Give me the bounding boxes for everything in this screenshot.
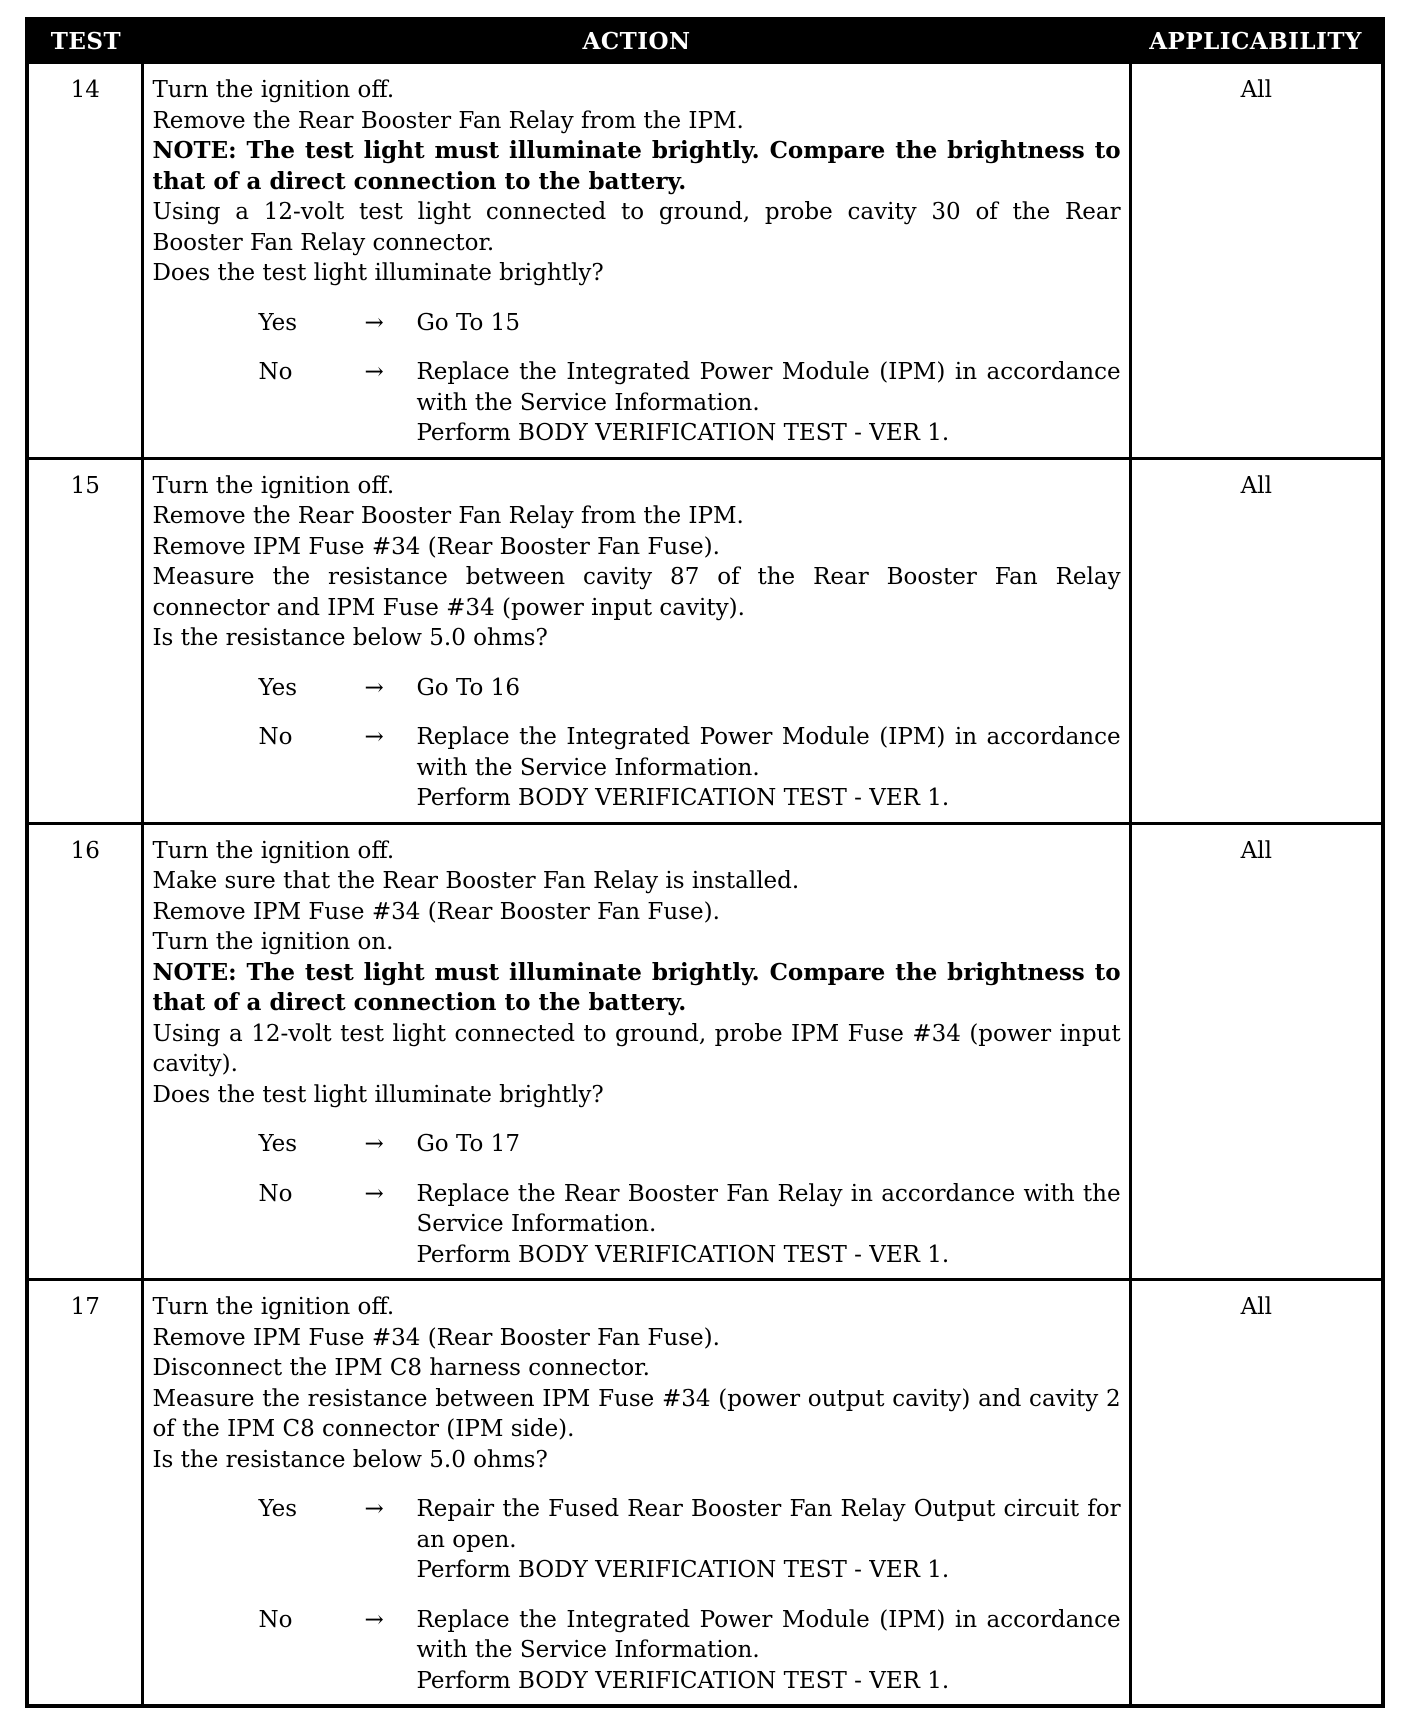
outcome-result-line: Perform BODY VERIFICATION TEST - VER 1. <box>416 420 950 446</box>
outcome-yes-result <box>416 1494 1120 1586</box>
outcome-result-line: Replace the Integrated Power Module (IPM) in accordance with the Service Information. <box>416 1606 1121 1663</box>
outcome-yes-label: Yes <box>258 1496 298 1522</box>
header-action: ACTION <box>143 19 1130 63</box>
right-arrow-icon: → <box>364 309 384 336</box>
outcome-no-result <box>416 357 1120 449</box>
table-row <box>27 63 1383 459</box>
right-arrow-icon: → <box>364 1606 384 1633</box>
test-number: 15 <box>27 458 143 823</box>
outcome-yes <box>152 673 1120 704</box>
applicability-value: All <box>1130 1280 1383 1707</box>
outcome-yes-result <box>416 673 1120 704</box>
outcome-no <box>152 722 1120 814</box>
header-applicability: APPLICABILITY <box>1130 19 1383 63</box>
outcome-no-label: No <box>258 1180 293 1207</box>
outcome-yes-result <box>416 1129 1120 1160</box>
action-line: Turn the ignition off. <box>152 472 395 499</box>
outcome-no-result <box>416 1605 1120 1697</box>
action-line: Remove IPM Fuse #34 (Rear Booster Fan Fuse). <box>152 533 720 560</box>
outcome-no <box>152 1605 1120 1697</box>
outcome-no-label: No <box>258 724 293 750</box>
action-line: Turn the ignition off. <box>152 77 395 103</box>
outcome-result-line: Go To 16 <box>416 674 520 701</box>
action-note: NOTE: The test light must illuminate brightly. Compare the brightness to that of a direct connection to the battery. <box>152 137 1121 195</box>
test-number: 16 <box>27 823 143 1280</box>
right-arrow-icon: → <box>364 1180 384 1207</box>
action-line: Make sure that the Rear Booster Fan Relay is installed. <box>152 868 800 894</box>
outcome-yes <box>152 1129 1120 1160</box>
action-cell <box>143 63 1130 459</box>
action-line: Is the resistance below 5.0 ohms? <box>152 625 548 651</box>
outcome-yes-label: Yes <box>258 309 298 336</box>
outcome-no-result <box>416 722 1120 814</box>
outcome-no-label: No <box>258 1606 293 1633</box>
applicability-value: All <box>1130 63 1383 459</box>
outcome-no <box>152 357 1120 449</box>
diagnostic-test-table <box>25 17 1385 1708</box>
outcome-result-line: Repair the Fused Rear Booster Fan Relay Output circuit for an open. <box>416 1496 1121 1553</box>
outcome-result-line: Perform BODY VERIFICATION TEST - VER 1. <box>416 785 950 811</box>
outcome-yes-label: Yes <box>258 674 298 701</box>
action-line: Turn the ignition off. <box>152 1294 395 1320</box>
action-line: Does the test light illuminate brightly? <box>152 1081 604 1108</box>
outcome-result-line: Replace the Integrated Power Module (IPM) in accordance with the Service Information. <box>416 724 1121 781</box>
action-line: Remove the Rear Booster Fan Relay from the IPM. <box>152 107 744 134</box>
outcome-result-line: Replace the Integrated Power Module (IPM) in accordance with the Service Information. <box>416 359 1121 416</box>
action-line: Disconnect the IPM C8 harness connector. <box>152 1355 650 1381</box>
action-line: Using a 12-volt test light connected to ground, probe cavity 30 of the Rear Booster Fan Relay connector. <box>152 199 1121 256</box>
outcome-yes <box>152 308 1120 339</box>
outcome-no <box>152 1179 1120 1271</box>
action-line: Turn the ignition off. <box>152 837 395 864</box>
applicability-value: All <box>1130 823 1383 1280</box>
test-number: 14 <box>27 63 143 459</box>
outcome-result-line: Go To 17 <box>416 1131 520 1157</box>
action-line: Turn the ignition on. <box>152 929 394 955</box>
action-line: Is the resistance below 5.0 ohms? <box>152 1446 548 1473</box>
action-line: Measure the resistance between IPM Fuse #34 (power output cavity) and cavity 2 of the IPM C8 connector (IPM side). <box>152 1385 1121 1442</box>
outcome-result-line: Replace the Rear Booster Fan Relay in accordance with the Service Information. <box>416 1180 1121 1237</box>
right-arrow-icon: → <box>364 1496 384 1522</box>
action-cell <box>143 1280 1130 1707</box>
outcome-yes-label: Yes <box>258 1131 298 1157</box>
action-cell <box>143 458 1130 823</box>
table-row <box>27 1280 1383 1707</box>
outcome-no-label: No <box>258 359 293 385</box>
action-line: Measure the resistance between cavity 87 of the Rear Booster Fan Relay connector and IPM Fuse #34 (power input cavity). <box>152 564 1121 621</box>
action-line: Using a 12-volt test light connected to ground, probe IPM Fuse #34 (power input cavity). <box>152 1020 1121 1077</box>
outcome-no-result <box>416 1179 1120 1271</box>
action-line: Remove IPM Fuse #34 (Rear Booster Fan Fuse). <box>152 1324 720 1351</box>
action-cell <box>143 823 1130 1280</box>
action-line: Remove the Rear Booster Fan Relay from the IPM. <box>152 503 744 529</box>
test-number: 17 <box>27 1280 143 1707</box>
table-row <box>27 458 1383 823</box>
action-line: Does the test light illuminate brightly? <box>152 260 604 286</box>
right-arrow-icon: → <box>364 724 384 750</box>
outcome-yes <box>152 1494 1120 1586</box>
outcome-result-line: Perform BODY VERIFICATION TEST - VER 1. <box>416 1557 950 1583</box>
outcome-result-line: Go To 15 <box>416 309 520 336</box>
right-arrow-icon: → <box>364 359 384 385</box>
outcome-result-line: Perform BODY VERIFICATION TEST - VER 1. <box>416 1667 950 1694</box>
table-row <box>27 823 1383 1280</box>
action-note: NOTE: The test light must illuminate brightly. Compare the brightness to that of a direct connection to the battery. <box>152 958 1121 1016</box>
outcome-yes-result <box>416 308 1120 339</box>
header-test: TEST <box>27 19 143 63</box>
action-line: Remove IPM Fuse #34 (Rear Booster Fan Fuse). <box>152 898 720 925</box>
applicability-value: All <box>1130 458 1383 823</box>
right-arrow-icon: → <box>364 1131 384 1157</box>
right-arrow-icon: → <box>364 674 384 701</box>
header-row <box>27 19 1383 63</box>
outcome-result-line: Perform BODY VERIFICATION TEST - VER 1. <box>416 1241 950 1268</box>
